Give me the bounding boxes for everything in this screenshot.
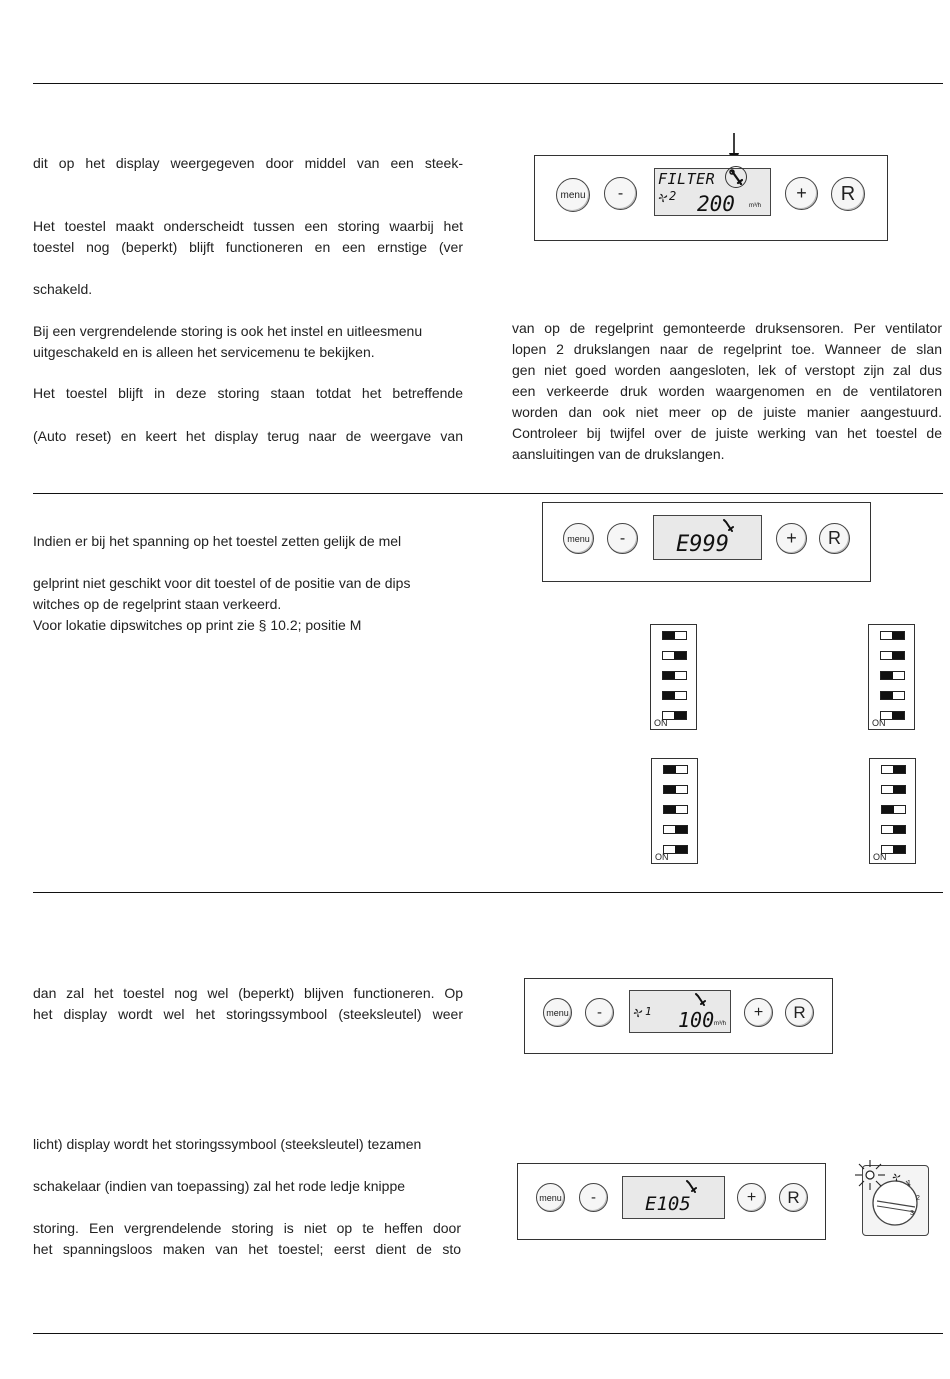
text-line: schakelaar (indien van toepassing) zal het rode ledje knippe: [33, 1178, 406, 1194]
dipswitch-2: [663, 785, 688, 794]
dipswitch-knob: [892, 652, 904, 659]
dip-on-label: ON: [873, 852, 887, 862]
divider-bottom: [33, 1333, 943, 1334]
paragraph-dipswitches: [33, 573, 463, 636]
dipswitch-2: [880, 651, 905, 660]
dipswitch-knob: [882, 806, 894, 813]
reset-button[interactable]: R: [831, 177, 865, 211]
paragraph-drukslangen-end: [512, 444, 942, 465]
paragraph-melding: [33, 531, 463, 552]
text-line: dit op het display weergegeven door middel van een steek-: [33, 155, 463, 171]
menu-button[interactable]: menu: [543, 998, 572, 1027]
paragraph-intro: [33, 153, 463, 174]
control-panel-e999: [542, 502, 871, 582]
error-code: E999: [676, 532, 729, 557]
dipswitch-2: [662, 651, 687, 660]
fan-speed: 2: [669, 189, 677, 203]
dipswitch-knob: [664, 806, 676, 813]
dipswitch-4: [880, 691, 905, 700]
dipswitch-knob: [663, 632, 675, 639]
minus-button[interactable]: -: [585, 998, 614, 1027]
dipswitch-1: [881, 765, 906, 774]
menu-button[interactable]: menu: [563, 523, 594, 554]
knob-label-1: 1: [907, 1180, 911, 1187]
dipswitch-1: [662, 631, 687, 640]
dipswitch-knob: [674, 652, 686, 659]
text-line: Voor lokatie dipswitches op print zie § 10.2; positie M: [33, 617, 362, 633]
dipswitch-set: [650, 624, 697, 730]
dip-on-label: ON: [655, 852, 669, 862]
rotary-switch-panel: [862, 1165, 929, 1236]
paragraph-symbool: [33, 1134, 463, 1155]
wrench-icon: [694, 992, 706, 1006]
text-line: aansluitingen van de drukslangen.: [512, 446, 725, 462]
paragraph-blijft: [33, 383, 463, 404]
knob-label-3: 3: [910, 1210, 914, 1217]
text-line: Indien er bij het spanning op het toestel zetten gelijk de mel: [33, 533, 402, 549]
dipswitch-set: [651, 758, 698, 864]
fan-speed: 1: [645, 1005, 652, 1018]
paragraph-druksensoren: [512, 318, 942, 444]
text-line: lopen 2 drukslangen naar de regelprint toe. Wanneer de slan: [512, 341, 942, 357]
dipswitch-3: [880, 671, 905, 680]
text-line: uitgeschakeld en is alleen het servicemenu te bekijken.: [33, 344, 375, 360]
reset-button[interactable]: R: [779, 1183, 808, 1212]
fan-icon: [633, 1008, 643, 1018]
text-line: schakeld.: [33, 281, 93, 297]
display-text: FILTER: [658, 170, 716, 188]
dipswitch-knob: [663, 672, 675, 679]
display-value: 200: [697, 192, 735, 216]
led-blink-icon[interactable]: [853, 1158, 887, 1192]
wrench-icon: [729, 169, 743, 185]
fan-icon: [658, 193, 668, 203]
text-line: worden dan ook niet meer op de juiste manier aangestuurd.: [512, 404, 942, 420]
dipswitch-knob: [664, 786, 676, 793]
wrench-icon: [722, 518, 734, 532]
dipswitch-knob: [893, 786, 905, 793]
error-code: E105: [645, 1193, 691, 1215]
text-line: Controleer bij twijfel over de juiste werking van het toestel de: [512, 425, 942, 441]
dipswitch-4: [881, 825, 906, 834]
text-line: Het toestel maakt onderscheidt tussen een storing waarbij het: [33, 218, 463, 234]
dipswitch-knob: [675, 826, 687, 833]
dipswitch-knob: [881, 672, 893, 679]
plus-button[interactable]: +: [785, 177, 818, 210]
dipswitch-knob: [663, 692, 675, 699]
divider-section-2: [33, 493, 943, 494]
wrench-icon: [685, 1179, 697, 1193]
dip-on-label: ON: [872, 718, 886, 728]
divider-section-3: [33, 892, 943, 893]
dipswitch-set: [869, 758, 916, 864]
dipswitch-knob: [893, 766, 905, 773]
dipswitch-4: [662, 691, 687, 700]
plus-button[interactable]: +: [737, 1183, 766, 1212]
control-panel-fan1: [524, 978, 833, 1054]
minus-button[interactable]: -: [579, 1183, 608, 1212]
text-line: Het toestel blijft in deze storing staan totdat het betreffende: [33, 385, 463, 401]
text-line: licht) display wordt het storingssymbool (steeksleutel) tezamen: [33, 1136, 422, 1152]
paragraph-schakeld: [33, 279, 463, 300]
control-panel-filter: [534, 155, 888, 241]
dipswitch-3: [662, 671, 687, 680]
text-line: witches op de regelprint staan verkeerd.: [33, 596, 282, 612]
text-line: (Auto reset) en keert het display terug naar de weergave van: [33, 428, 463, 444]
fan-icon: [892, 1173, 901, 1182]
dipswitch-knob: [675, 846, 687, 853]
minus-button[interactable]: -: [607, 523, 638, 554]
divider-top: [33, 83, 943, 84]
dipswitch-1: [663, 765, 688, 774]
paragraph-storing-types: [33, 216, 463, 258]
plus-button[interactable]: +: [744, 998, 773, 1027]
display-unit: m³/h: [714, 1021, 726, 1027]
display-value: 100: [678, 1008, 715, 1032]
text-line: toestel nog (beperkt) blijft functioneren en een ernstige (ver: [33, 239, 463, 255]
dipswitch-knob: [893, 846, 905, 853]
dip-on-label: ON: [654, 718, 668, 728]
lcd-display: [622, 1176, 725, 1219]
paragraph-auto-reset: [33, 426, 463, 447]
lcd-display: [653, 515, 762, 560]
lcd-display: [629, 990, 731, 1033]
paragraph-beperkt: [33, 983, 463, 1025]
dipswitch-knob: [664, 766, 676, 773]
text-line: dan zal het toestel nog wel (beperkt) blijven functioneren. Op: [33, 985, 463, 1001]
text-line: het display wordt wel het storingssymbool (steeksleutel) weer: [33, 1006, 463, 1022]
minus-button[interactable]: -: [604, 177, 637, 210]
text-line: het spanningsloos maken van het toestel; eerst dient de sto: [33, 1241, 461, 1257]
text-line: gelprint niet geschikt voor dit toestel of de positie van de dips: [33, 575, 411, 591]
paragraph-vergrendelend: [33, 321, 463, 363]
text-line: van op de regelprint gemonteerde druksensoren. Per ventilator: [512, 320, 942, 336]
reset-button[interactable]: R: [819, 523, 850, 554]
dipswitch-2: [881, 785, 906, 794]
knob-label-2: 2: [916, 1195, 920, 1202]
dipswitch-4: [663, 825, 688, 834]
control-panel-e105: [517, 1163, 826, 1240]
dipswitch-knob: [674, 712, 686, 719]
dipswitch-3: [881, 805, 906, 814]
dipswitch-knob: [893, 826, 905, 833]
dipswitch-knob: [892, 712, 904, 719]
lcd-display: [654, 168, 771, 216]
dipswitch-set: [868, 624, 915, 730]
text-line: storing. Een vergrendelende storing is niet op te heffen door: [33, 1220, 461, 1236]
dipswitch-knob: [881, 692, 893, 699]
paragraph-ledje: [33, 1176, 463, 1197]
dipswitch-1: [880, 631, 905, 640]
display-unit: m³/h: [749, 203, 761, 209]
plus-button[interactable]: +: [776, 523, 807, 554]
text-line: gen niet goed worden aangesloten, lek of verstopt zijn zal dus: [512, 362, 942, 378]
text-line: een verkeerde druk worden waargenomen en de ventilatoren: [512, 383, 942, 399]
paragraph-opheffen: [33, 1218, 461, 1260]
text-line: Bij een vergrendelende storing is ook het instel en uitleesmenu: [33, 323, 423, 339]
reset-button[interactable]: R: [785, 998, 814, 1027]
dipswitch-knob: [892, 632, 904, 639]
menu-button[interactable]: menu: [556, 178, 590, 212]
dipswitch-3: [663, 805, 688, 814]
menu-button[interactable]: menu: [536, 1183, 565, 1212]
